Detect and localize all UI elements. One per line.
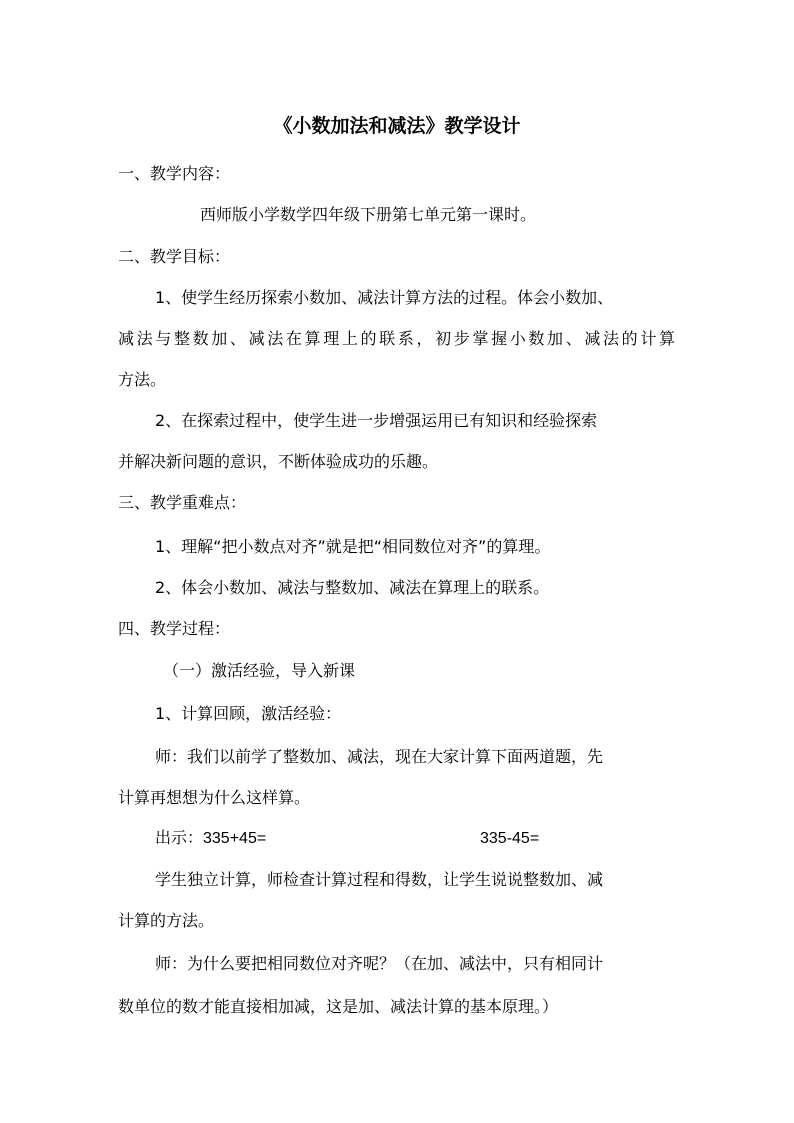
subsection-heading: （一）激活经验，导入新课 [163, 661, 356, 680]
paragraph-line: 计算的方法。 [118, 911, 215, 930]
paragraph-line: 2、在探索过程中，使学生进一步增强运用已有知识和经验探索 [155, 411, 598, 430]
paragraph-line: 1、计算回顾，激活经验： [155, 704, 342, 723]
paragraph-line: 2、体会小数加、减法与整数加、减法在算理上的联系。 [155, 578, 550, 597]
paragraph-line: 计算再想想为什么这样算。 [118, 788, 311, 807]
equation-subtraction: 335-45= [480, 830, 540, 847]
paragraph-line: 师：为什么要把相同数位对齐呢？（在加、减法中，只有相同计 [155, 954, 604, 973]
paragraph-line: 师：我们以前学了整数加、减法，现在大家计算下面两道题，先 [155, 747, 604, 766]
section-heading-process: 四、教学过程： [118, 619, 231, 638]
equation-addition: 出示：335+45= [155, 830, 267, 847]
section-heading-content: 一、教学内容： [118, 164, 231, 183]
paragraph-line: 并解决新问题的意识，不断体验成功的乐趣。 [118, 452, 439, 471]
paragraph-line: 学生独立计算，师检查计算过程和得数，让学生说说整数加、减 [155, 870, 604, 889]
paragraph-line: 数单位的数才能直接相加减，这是加、减法计算的基本原理。） [118, 997, 559, 1016]
section-heading-keypoints: 三、教学重难点： [118, 493, 247, 512]
document-title: 《小数加法和减法》教学设计 [273, 115, 521, 137]
paragraph-line: 1、使学生经历探索小数加、减法计算方法的过程。体会小数加、 [155, 288, 614, 307]
section-heading-goals: 二、教学目标： [118, 247, 231, 266]
paragraph-line: 西师版小学数学四年级下册第七单元第一课时。 [200, 205, 537, 224]
paragraph-line: 减法与整数加、减法在算理上的联系，初步掌握小数加、减法的计算 [118, 329, 675, 348]
paragraph-line: 方法。 [118, 370, 167, 389]
paragraph-line: 1、理解“把小数点对齐”就是把“相同数位对齐”的算理。 [155, 537, 551, 556]
